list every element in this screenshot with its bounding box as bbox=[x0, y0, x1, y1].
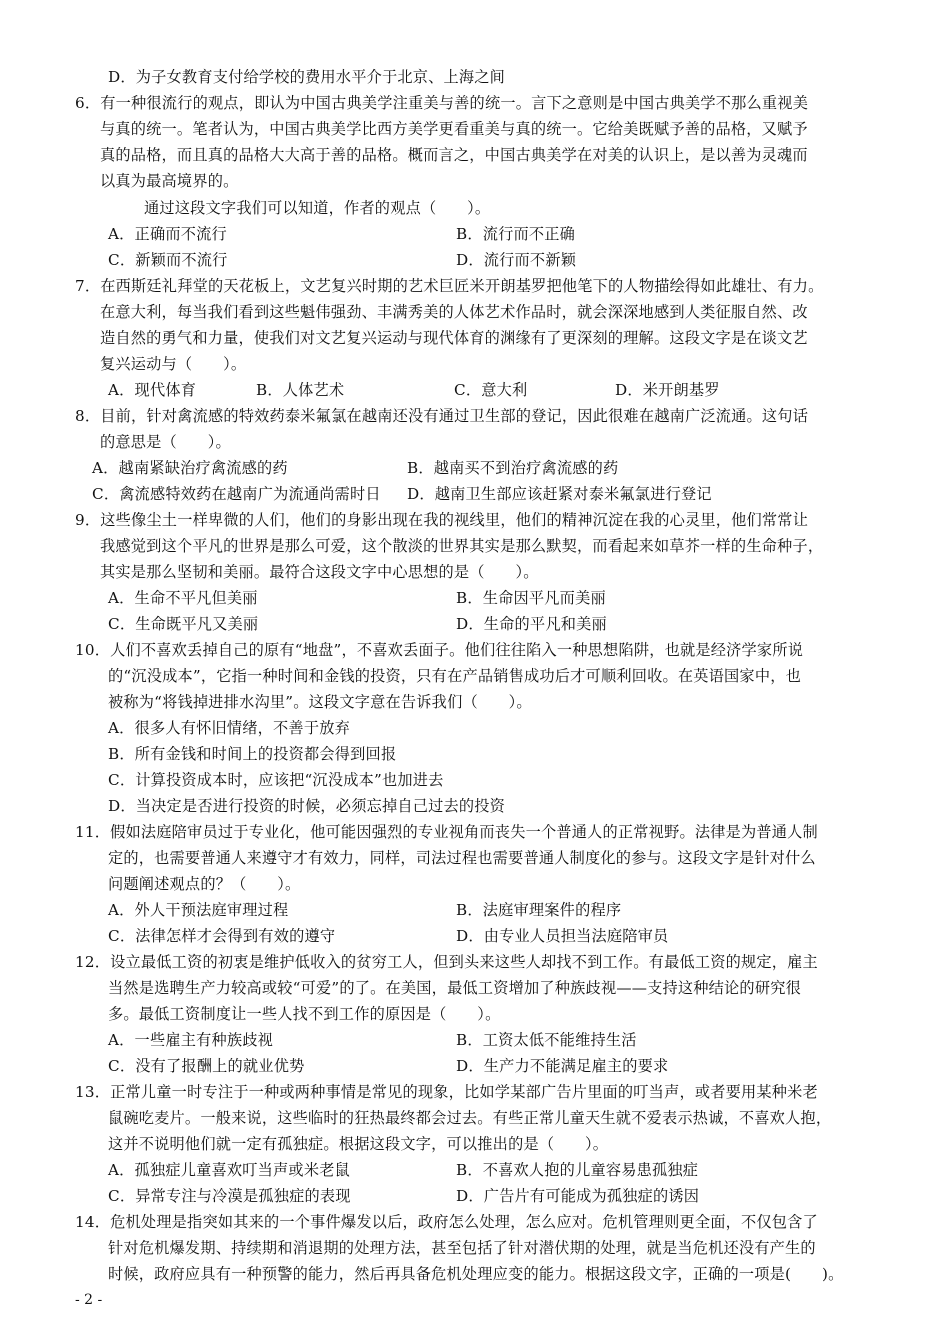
q7-text-line: 复兴运动与（ ）。 bbox=[100, 355, 247, 373]
q11-text-line: 11．假如法庭陪审员过于专业化，他可能因强烈的专业视角而丧失一个普通人的正常视野。法律是为普通人制 bbox=[75, 823, 818, 841]
q10-option-a: A．很多人有怀旧情绪，不善于放弃 bbox=[108, 719, 350, 737]
q13-option-b: B．不喜欢人抱的儿童容易患孤独症 bbox=[456, 1161, 699, 1179]
q9-text-line: 9．这些像尘土一样卑微的人们，他们的身影出现在我的视线里，他们的精神沉淀在我的心灵里，他们常常让 bbox=[75, 511, 809, 529]
q8-text-line: 8．目前，针对禽流感的特效药泰米氟氯在越南还没有通过卫生部的登记，因此很难在越南广泛流通。这句话 bbox=[75, 407, 809, 425]
q12-text-line: 12．设立最低工资的初衷是维护低收入的贫穷工人，但到头来这些人却找不到工作。有最低工资的规定，雇主 bbox=[75, 953, 818, 971]
q6-option-c: C．新颖而不流行 bbox=[108, 251, 228, 269]
q10-text-line: 10．人们不喜欢丢掉自己的原有“地盘”，不喜欢丢面子。他们往往陷入一种思想陷阱，也就是经济学家所说 bbox=[75, 641, 804, 659]
q6-text-line: 与真的统一。笔者认为，中国古典美学比西方美学更看重美与真的统一。它给美既赋予善的品格，又赋予 bbox=[100, 120, 808, 138]
q8-option-d: D．越南卫生部应该赶紧对泰米氟氯进行登记 bbox=[407, 485, 712, 503]
q10-option-d: D．当决定是否进行投资的时候，必须忘掉自己过去的投资 bbox=[108, 797, 506, 815]
q6-text-line: 6．有一种很流行的观点，即认为中国古典美学注重美与善的统一。言下之意则是中国古典美学不那么重视美 bbox=[75, 94, 809, 112]
q12-option-d: D．生产力不能满足雇主的要求 bbox=[456, 1057, 669, 1075]
carry-option-d: D．为子女教育支付给学校的费用水平介于北京、上海之间 bbox=[108, 68, 506, 86]
q11-option-b: B．法庭审理案件的程序 bbox=[456, 901, 622, 919]
page-number: - 2 - bbox=[75, 1292, 103, 1308]
q8-option-c: C．禽流感特效药在越南广为流通尚需时日 bbox=[92, 485, 381, 503]
q7-option-b: B．人体艺术 bbox=[256, 381, 345, 399]
q8-option-b: B．越南买不到治疗禽流感的药 bbox=[407, 459, 619, 477]
q7-text-line: 7．在西斯廷礼拜堂的天花板上，文艺复兴时期的艺术巨匠米开朗基罗把他笔下的人物描绘得如此雄壮、有力。 bbox=[75, 277, 824, 295]
q6-option-b: B．流行而不正确 bbox=[456, 225, 576, 243]
q12-option-a: A．一些雇主有种族歧视 bbox=[108, 1031, 274, 1049]
q10-text-line: 的“沉没成本”，它指一种时间和金钱的投资，只有在产品销售成功后才可顺利回收。在英语国家中，也 bbox=[108, 667, 801, 685]
q13-option-c: C．异常专注与冷漠是孤独症的表现 bbox=[108, 1187, 351, 1205]
q9-option-a: A．生命不平凡但美丽 bbox=[108, 589, 258, 607]
q6-option-a: A．正确而不流行 bbox=[108, 225, 227, 243]
q7-option-a: A．现代体育 bbox=[108, 381, 197, 399]
q6-text-line: 以真为最高境界的。 bbox=[100, 172, 239, 190]
q9-text-line: 其实是那么坚韧和美丽。最符合这段文字中心思想的是（ ）。 bbox=[100, 563, 539, 581]
q11-text-line: 定的，也需要普通人来遵守才有效力，同样，司法过程也需要普通人制度化的参与。这段文字是针对什么 bbox=[108, 849, 816, 867]
q11-text-line: 问题阐述观点的？（ ）。 bbox=[108, 875, 301, 893]
q6-text-line: 真的品格，而且真的品格大大高于善的品格。概而言之，中国古典美学在对美的认识上，是以善为灵魂而 bbox=[100, 146, 808, 164]
q11-option-a: A．外人干预法庭审理过程 bbox=[108, 901, 289, 919]
q13-option-a: A．孤独症儿童喜欢叮当声或米老鼠 bbox=[108, 1161, 350, 1179]
q12-option-c: C．没有了报酬上的就业优势 bbox=[108, 1057, 305, 1075]
q14-text-line: 时候，政府应具有一种预警的能力，然后再具备危机处理应变的能力。根据这段文字，正确的一项是( )。 bbox=[108, 1265, 844, 1283]
q9-option-c: C．生命既平凡又美丽 bbox=[108, 615, 259, 633]
q7-option-c: C．意大利 bbox=[454, 381, 528, 399]
q6-prompt: 通过这段文字我们可以知道，作者的观点（ ）。 bbox=[144, 199, 491, 217]
q10-option-b: B．所有金钱和时间上的投资都会得到回报 bbox=[108, 745, 397, 763]
q9-option-b: B．生命因平凡而美丽 bbox=[456, 589, 606, 607]
q12-text-line: 当然是选聘生产力较高或较“可爱”的了。在美国，最低工资增加了种族歧视——支持这种结论的研究很 bbox=[108, 979, 801, 997]
q9-option-d: D．生命的平凡和美丽 bbox=[456, 615, 607, 633]
q6-option-d: D．流行而不新颖 bbox=[456, 251, 577, 269]
q7-option-d: D．米开朗基罗 bbox=[615, 381, 720, 399]
q10-text-line: 被称为“将钱掉进排水沟里”。这段文字意在告诉我们（ ）。 bbox=[108, 693, 532, 711]
q14-text-line: 14．危机处理是指突如其来的一个事件爆发以后，政府怎么处理，怎么应对。危机管理则更全面，不仅包含了 bbox=[75, 1213, 818, 1231]
q7-text-line: 造自然的勇气和力量，使我们对文艺复兴运动与现代体育的渊缘有了更深刻的理解。这段文字是在谈文艺 bbox=[100, 329, 808, 347]
q12-text-line: 多。最低工资制度让一些人找不到工作的原因是（ ）。 bbox=[108, 1005, 501, 1023]
q12-option-b: B．工资太低不能维持生活 bbox=[456, 1031, 637, 1049]
q10-option-c: C．计算投资成本时，应该把“沉没成本”也加进去 bbox=[108, 771, 444, 789]
q13-text-line: 这并不说明他们就一定有孤独症。根据这段文字，可以推出的是（ ）。 bbox=[108, 1135, 609, 1153]
q8-text-line: 的意思是（ ）。 bbox=[100, 433, 231, 451]
q13-option-d: D．广告片有可能成为孤独症的诱因 bbox=[456, 1187, 700, 1205]
q11-option-c: C．法律怎样才会得到有效的遵守 bbox=[108, 927, 336, 945]
q8-option-a: A．越南紧缺治疗禽流感的药 bbox=[92, 459, 288, 477]
q7-text-line: 在意大利，每当我们看到这些魁伟强劲、丰满秀美的人体艺术作品时，就会深深地感到人类征服自然、改 bbox=[100, 303, 808, 321]
q9-text-line: 我感觉到这个平凡的世界是那么可爱，这个散淡的世界其实是那么默契，而看起来如草芥一样的生命种子， bbox=[100, 537, 824, 555]
q11-option-d: D．由专业人员担当法庭陪审员 bbox=[456, 927, 669, 945]
q14-text-line: 针对危机爆发期、持续期和消退期的处理方法，甚至包括了针对潜伏期的处理，就是当危机还没有产生的 bbox=[108, 1239, 816, 1257]
q13-text-line: 鼠碗吃麦片。一般来说，这些临时的狂热最终都会过去。有些正常儿童天生就不爱表示热诚，不喜欢人抱， bbox=[108, 1109, 832, 1127]
q13-text-line: 13．正常儿童一时专注于一种或两种事情是常见的现象，比如学某部广告片里面的叮当声，或者要用某种米老 bbox=[75, 1083, 818, 1101]
